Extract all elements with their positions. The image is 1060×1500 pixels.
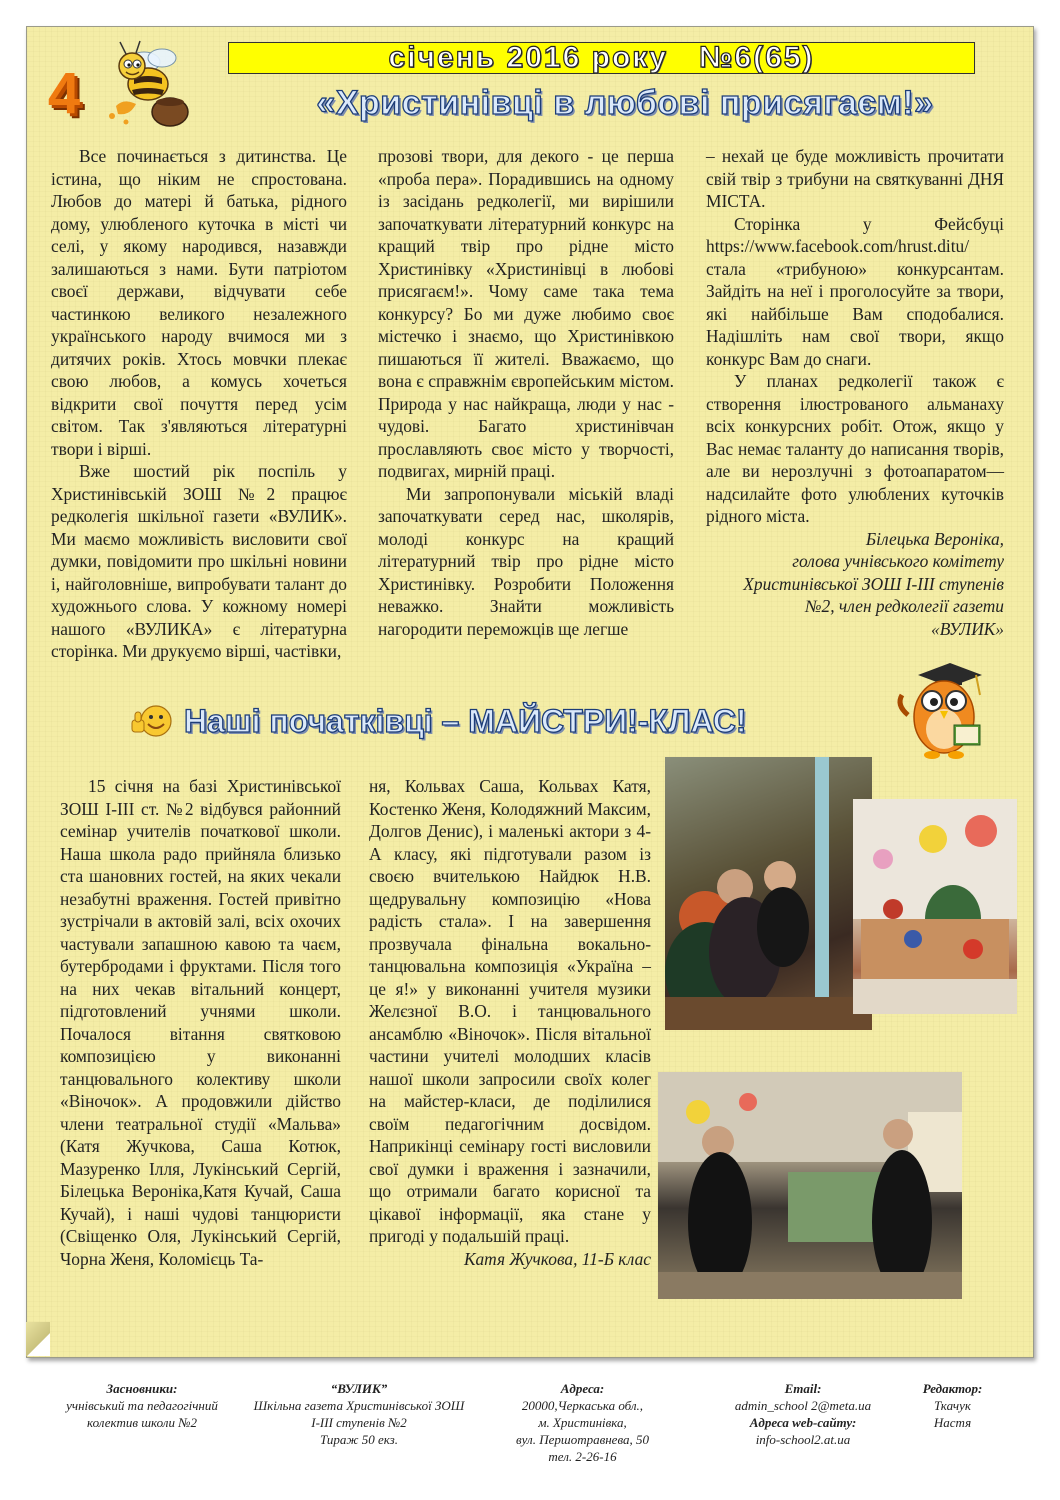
- article1-column-1: [51, 145, 347, 663]
- footer-text-line: Тираж 50 екз.: [319, 1432, 398, 1447]
- footer-contacts: [718, 1380, 888, 1448]
- footer-website-label: Адреса web-сайту:: [749, 1415, 857, 1430]
- footer-address-label: Адреса:: [560, 1381, 605, 1396]
- seminar-photo-2: [853, 799, 1017, 1014]
- article2-signature: Катя Жучкова, 11-Б клас: [463, 1248, 651, 1269]
- footer-founders: [52, 1380, 232, 1431]
- footer-text-line: Ткачук: [934, 1398, 971, 1413]
- article1-signature: [706, 528, 1004, 641]
- signature-line: голова учнівського комітету: [792, 551, 1004, 571]
- signature-line: Христинівської ЗОШ І-ІІІ ступенів: [743, 573, 1004, 594]
- footer-text-line: м. Христинівка,: [538, 1415, 627, 1430]
- footer-email-label: Email:: [784, 1381, 822, 1396]
- footer-editor-label: Редактор:: [922, 1381, 983, 1396]
- footer-text-line: Шкільна газета Христинівської ЗОШ: [253, 1398, 465, 1413]
- article1-paragraph: – нехай це буде можливість прочитати свій твір з трибуни на святкуванні ДНЯ МІСТА.: [706, 146, 1004, 211]
- issue-line: січень 2016 року №6(65): [388, 41, 815, 74]
- footer-text-line: тел. 2-26-16: [548, 1449, 617, 1464]
- article2-paragraph: 15 січня на базі Христинівської ЗОШ І-ІІІ ст. №2 відбувся районний семінар учителів початкової школи. Наша школа радо прийняла близько ста шановних гостей, на яких чекали незабутні враження. Гостей привітно зустрічали в актовій залі, всіх охочих частували запашною кавою та чаєм, бутербродами і фруктами. Після того на них чекав вітальний концерт, підготовлений учнями школи. Почалося вітання святковою композицією у виконанні танцювального колективу школи «Віночок». А продовжили дійство члени театральної студії «Мальва» (Катя Жучкова, Саша Котюк, Мазуренко Ілля, Лукінський Сергій, Білецька Вероніка,Катя Кучай, Саша Кучай), і наші чудові танцюристи (Свіщенко Оля, Лукінський Сергій, Чорна Женя, Коломієць Та-: [60, 776, 341, 1269]
- signature-line: №2, член редколегії газети: [805, 596, 1004, 616]
- article1-paragraph: У планах редколегії також є створення ілюстрованого альманаху всіх конкурсних робіт. Отож, якщо у Вас немає таланту до написання творів, але ви нерозлучні з фотоапаратом—надсилайте фото улюблених куточків рідного міста.: [706, 371, 1004, 526]
- article1-paragraph: Сторінка у Фейсбуці https://www.facebook.com/hrust.ditu/ стала «трибуною» конкурсантам. Зайдіть на неї і проголосуйте за твори, які найбільше Вам сподобалися. Надішліть нам свої твори, якщо конкурс Вам до снаги.: [706, 213, 1004, 369]
- issue-date-banner: [228, 42, 975, 74]
- footer-paper-label: “ВУЛИК”: [330, 1381, 388, 1396]
- article2-column-2: [369, 775, 651, 1270]
- seminar-photo-1: [665, 757, 872, 1030]
- article1-paragraph: Все починається з дитинства. Це істина, що ніким не спростована. Любов до матері й батька, рідного дому, улюбленого куточка в місті чи селі, у якому народився, назавжди залишаються з нами. Бути патріотом своєї держави, відчувати себе частинкою великого незалежного українського народу вчимося ми з дитячих років. Хтось мовчки плекає свою любов, а комусь хочеться відкрити свої почуття перед усім світом. Так з'являються літературні твори і вірші.: [51, 146, 347, 459]
- footer-editor: [905, 1380, 1000, 1431]
- seminar-photo-3: [658, 1072, 962, 1299]
- article1-paragraph: Ми запропонували міській владі започаткувати серед нас, школярів, молоді конкурс на кращий літературний твір про рідне місто Христинівку. Розробити Положення неважко. Знайти можливість нагородити переможців ще легше: [378, 483, 674, 639]
- footer-text-line: учнівський та педагогічний: [66, 1398, 218, 1413]
- footer-founders-label: Засновники:: [106, 1381, 178, 1396]
- page-number: 4: [47, 61, 81, 126]
- article1-paragraph: Вже шостий рік поспіль у Христинівській ЗОШ №2 працює редколегія шкільної газети «ВУЛИК». Ми маємо можливість висловити свої думки, повідомити про шкільні новини і, найголовніше, випробувати талант до художнього слова. У кожному номері нашого «ВУЛИКА» є літературна сторінка. Ми друкуємо вірші, частівки,: [51, 461, 347, 661]
- owl-teacher-icon: [888, 655, 988, 767]
- footer-text-line: 20000,Черкаська обл.,: [521, 1398, 644, 1413]
- article1-paragraph: прозові твори, для декого - це перша «проба пера». Порадившись на одному із засідань редколегії, ми вирішили започаткувати літературний конкурс на кращий твір про рідне місто Христинівку «Христинівці в любові присягаєм!». Чому саме така тема конкурсу? Бо ми дуже любимо своє містечко і знаємо, що Христинівкою пишаються її жителі. Вважаємо, що вона є справжнім європейським містом. Природа у нас найкраща, люди у нас - чудові. Багато христинівчан прославляють своє місто у творчості, подвигах, мирній праці.: [378, 146, 674, 481]
- article2-column-1: [60, 775, 341, 1270]
- footer-address: [500, 1380, 665, 1465]
- bee-mascot-icon: [86, 32, 206, 132]
- page-curl: [26, 1322, 50, 1356]
- footer-text-line: колектив школи №2: [87, 1415, 197, 1430]
- footer-email-link[interactable]: admin_school 2@meta.ua: [734, 1398, 872, 1413]
- article1-column-3: [706, 145, 1004, 640]
- signature-line: «ВУЛИК»: [931, 618, 1004, 639]
- article-headline: «Христинівці в любові присягаєм!»: [316, 84, 934, 122]
- thumbs-up-smiley-icon: [130, 702, 174, 740]
- footer-paper: [238, 1380, 480, 1448]
- footer-text-line: Настя: [933, 1415, 972, 1430]
- signature-line: Білецька Вероніка,: [865, 528, 1004, 549]
- article2-paragraph: ня, Кольвах Саша, Кольвах Катя, Костенко Женя, Колодяжний Максим, Долгов Денис), і маленькі актори з 4-А класу, які підготували разом із своєю вчителькою Найдюк Н.В. щедрувальну композицію «Нова радість стала». І на завершення прозвучала фінальна вокально-танцювальна композиція «Україна – це я!» у виконанні учителя музики Желєзної В.О. і танцювального ансамблю «Віночок». Після вітальної частини учителі молодших класів нашої школи запросили своїх колег на майстер-класи, де поділилися своїм педагогічним досвідом. Наприкінці семінару гості висловили свої думки і враження і зазначили, що отримали багато корисної та цікавої інформації, яка стане у пригоді у подальшій праці.: [369, 776, 652, 1246]
- footer-website-link[interactable]: info-school2.at.ua: [755, 1432, 851, 1447]
- footer-text-line: І-ІІІ ступенів №2: [311, 1415, 407, 1430]
- article1-column-2: [378, 145, 674, 640]
- footer-text-line: вул. Першотравнева, 50: [515, 1432, 649, 1447]
- article2-headline: Наші початківці – МАЙСТРИ!-КЛАС!: [184, 703, 747, 739]
